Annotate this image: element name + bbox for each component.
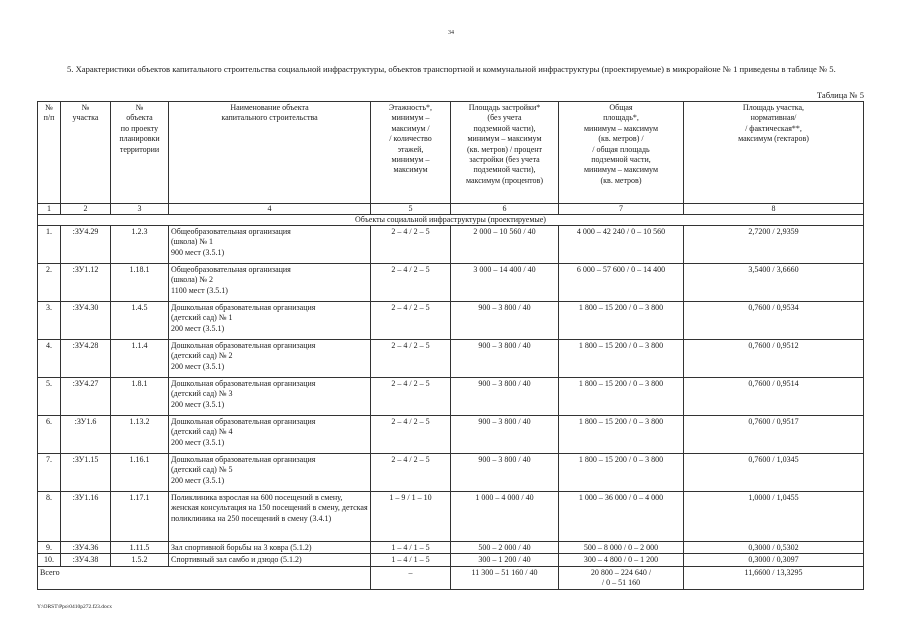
table-row — [38, 554, 864, 566]
plot-number: :ЗУ4.29 — [61, 226, 111, 264]
object-name: Общеобразовательная организация (школа) № 1 900 мест (3.5.1) — [169, 226, 371, 264]
plot-area-value: 0,7600 / 0,9517 — [684, 416, 864, 454]
table-caption: Таблица № 5 — [816, 90, 864, 100]
plot-number: :ЗУ1.12 — [61, 264, 111, 302]
object-name: Дошкольная образовательная организация (детский сад) № 1 200 мест (3.5.1) — [169, 302, 371, 340]
row-number: 7. — [38, 454, 61, 492]
table-row — [38, 542, 864, 554]
file-path-footer: Y:\ORST\Ppo\0410p272.f23.docx — [37, 604, 112, 610]
total-area: 20 800 – 224 640 / / 0 – 51 160 — [559, 566, 684, 589]
object-number: 1.2.3 — [111, 226, 169, 264]
object-number: 1.16.1 — [111, 454, 169, 492]
total-area-value: 300 – 4 800 / 0 – 1 200 — [559, 554, 684, 566]
floors-value: 1 – 4 / 1 – 5 — [371, 554, 451, 566]
footprint-value: 500 – 2 000 / 40 — [451, 542, 559, 554]
floors-value: 2 – 4 / 2 – 5 — [371, 454, 451, 492]
plot-number: :ЗУ1.6 — [61, 416, 111, 454]
floors-value: 2 – 4 / 2 – 5 — [371, 378, 451, 416]
table-row — [38, 226, 864, 264]
object-number: 1.8.1 — [111, 378, 169, 416]
floors-value: 2 – 4 / 2 – 5 — [371, 340, 451, 378]
footprint-value: 1 000 – 4 000 / 40 — [451, 492, 559, 542]
intro-paragraph: 5. Характеристики объектов капитального строительства социальной инфраструктуры, объектов транспортной и коммунальной инфраструктуры (проектируемые) в микрорайоне № 1 приведены в таблице № 5. — [67, 64, 836, 74]
plot-number: :ЗУ4.28 — [61, 340, 111, 378]
total-area-value: 1 800 – 15 200 / 0 – 3 800 — [559, 302, 684, 340]
total-area-value: 1 000 – 36 000 / 0 – 4 000 — [559, 492, 684, 542]
row-number: 6. — [38, 416, 61, 454]
row-number: 4. — [38, 340, 61, 378]
column-number: 8 — [684, 204, 864, 215]
total-area-value: 1 800 – 15 200 / 0 – 3 800 — [559, 378, 684, 416]
object-name: Общеобразовательная организация (школа) № 2 1100 мест (3.5.1) — [169, 264, 371, 302]
column-number: 4 — [169, 204, 371, 215]
total-area-value: 4 000 – 42 240 / 0 – 10 560 — [559, 226, 684, 264]
plot-number: :ЗУ4.30 — [61, 302, 111, 340]
plot-area-value: 1,0000 / 1,0455 — [684, 492, 864, 542]
plot-number: :ЗУ4.38 — [61, 554, 111, 566]
floors-value: 2 – 4 / 2 – 5 — [371, 226, 451, 264]
object-name: Дошкольная образовательная организация (детский сад) № 4 200 мест (3.5.1) — [169, 416, 371, 454]
object-name: Спортивный зал самбо и дзюдо (5.1.2) — [169, 554, 371, 566]
footprint-value: 900 – 3 800 / 40 — [451, 454, 559, 492]
footprint-value: 900 – 3 800 / 40 — [451, 378, 559, 416]
footprint-value: 900 – 3 800 / 40 — [451, 416, 559, 454]
object-number: 1.4.5 — [111, 302, 169, 340]
table-row — [38, 454, 864, 492]
footprint-value: 3 000 – 14 400 / 40 — [451, 264, 559, 302]
total-floors: – — [371, 566, 451, 589]
object-number: 1.13.2 — [111, 416, 169, 454]
header-cell: Площадь застройки* (без учета подземной части), минимум – максимум (кв. метров) / процент застройки (без учета подземной части), максимум (процентов) — [451, 102, 559, 204]
row-number: 9. — [38, 542, 61, 554]
row-number: 8. — [38, 492, 61, 542]
total-area-value: 1 800 – 15 200 / 0 – 3 800 — [559, 416, 684, 454]
total-area-value: 500 – 8 000 / 0 – 2 000 — [559, 542, 684, 554]
section-row — [38, 215, 864, 226]
plot-area-value: 2,7200 / 2,9359 — [684, 226, 864, 264]
plot-area-value: 0,3000 / 0,3097 — [684, 554, 864, 566]
column-number: 1 — [38, 204, 61, 215]
column-number: 5 — [371, 204, 451, 215]
table-row — [38, 264, 864, 302]
object-number: 1.17.1 — [111, 492, 169, 542]
floors-value: 1 – 9 / 1 – 10 — [371, 492, 451, 542]
total-label: Всего — [38, 566, 371, 589]
table-row — [38, 492, 864, 542]
floors-value: 2 – 4 / 2 – 5 — [371, 264, 451, 302]
row-number: 5. — [38, 378, 61, 416]
table-row — [38, 416, 864, 454]
floors-value: 2 – 4 / 2 – 5 — [371, 416, 451, 454]
footprint-value: 900 – 3 800 / 40 — [451, 340, 559, 378]
table-row — [38, 302, 864, 340]
object-name: Дошкольная образовательная организация (детский сад) № 5 200 мест (3.5.1) — [169, 454, 371, 492]
column-number: 7 — [559, 204, 684, 215]
row-number: 3. — [38, 302, 61, 340]
plot-number: :ЗУ1.16 — [61, 492, 111, 542]
object-number: 1.5.2 — [111, 554, 169, 566]
column-number: 6 — [451, 204, 559, 215]
table-row — [38, 378, 864, 416]
object-name: Зал спортивной борьбы на 3 ковра (5.1.2) — [169, 542, 371, 554]
header-row — [38, 102, 864, 204]
total-area-value: 1 800 – 15 200 / 0 – 3 800 — [559, 454, 684, 492]
object-number: 1.11.5 — [111, 542, 169, 554]
column-number: 3 — [111, 204, 169, 215]
header-cell: № п/п — [38, 102, 61, 204]
plot-area-value: 0,7600 / 0,9514 — [684, 378, 864, 416]
plot-number: :ЗУ1.15 — [61, 454, 111, 492]
characteristics-table — [37, 101, 864, 590]
column-number: 2 — [61, 204, 111, 215]
object-name: Поликлиника взрослая на 600 посещений в смену, женская консультация на 150 посещений в смену, детская поликлиника на 250 посещений в смену (3.4.1) — [169, 492, 371, 542]
floors-value: 2 – 4 / 2 – 5 — [371, 302, 451, 340]
total-row — [38, 566, 864, 589]
total-area-value: 6 000 – 57 600 / 0 – 14 400 — [559, 264, 684, 302]
plot-area-value: 0,7600 / 1,0345 — [684, 454, 864, 492]
section-title: Объекты социальной инфраструктуры (проектируемые) — [38, 215, 864, 226]
page-number: 34 — [448, 30, 454, 36]
object-number: 1.18.1 — [111, 264, 169, 302]
header-cell: Этажность*, минимум – максимум / / количество этажей, минимум – максимум — [371, 102, 451, 204]
object-name: Дошкольная образовательная организация (детский сад) № 2 200 мест (3.5.1) — [169, 340, 371, 378]
row-number: 2. — [38, 264, 61, 302]
footprint-value: 2 000 – 10 560 / 40 — [451, 226, 559, 264]
footprint-value: 300 – 1 200 / 40 — [451, 554, 559, 566]
total-area-value: 1 800 – 15 200 / 0 – 3 800 — [559, 340, 684, 378]
table-row — [38, 340, 864, 378]
total-plot-area: 11,6600 / 13,3295 — [684, 566, 864, 589]
row-number: 1. — [38, 226, 61, 264]
row-number: 10. — [38, 554, 61, 566]
header-cell: № участка — [61, 102, 111, 204]
header-cell: № объекта по проекту планировки территории — [111, 102, 169, 204]
object-name: Дошкольная образовательная организация (детский сад) № 3 200 мест (3.5.1) — [169, 378, 371, 416]
plot-number: :ЗУ4.27 — [61, 378, 111, 416]
plot-area-value: 0,3000 / 0,5302 — [684, 542, 864, 554]
header-cell: Площадь участка, нормативная/ / фактическая**, максимум (гектаров) — [684, 102, 864, 204]
floors-value: 1 – 4 / 1 – 5 — [371, 542, 451, 554]
plot-area-value: 0,7600 / 0,9534 — [684, 302, 864, 340]
plot-area-value: 0,7600 / 0,9512 — [684, 340, 864, 378]
header-cell: Общая площадь*, минимум – максимум (кв. метров) / / общая площадь подземной части, минимум – максимум (кв. метров) — [559, 102, 684, 204]
plot-number: :ЗУ4.36 — [61, 542, 111, 554]
column-number-row — [38, 204, 864, 215]
plot-area-value: 3,5400 / 3,6660 — [684, 264, 864, 302]
object-number: 1.1.4 — [111, 340, 169, 378]
header-cell: Наименование объекта капитального строительства — [169, 102, 371, 204]
footprint-value: 900 – 3 800 / 40 — [451, 302, 559, 340]
total-footprint: 11 300 – 51 160 / 40 — [451, 566, 559, 589]
